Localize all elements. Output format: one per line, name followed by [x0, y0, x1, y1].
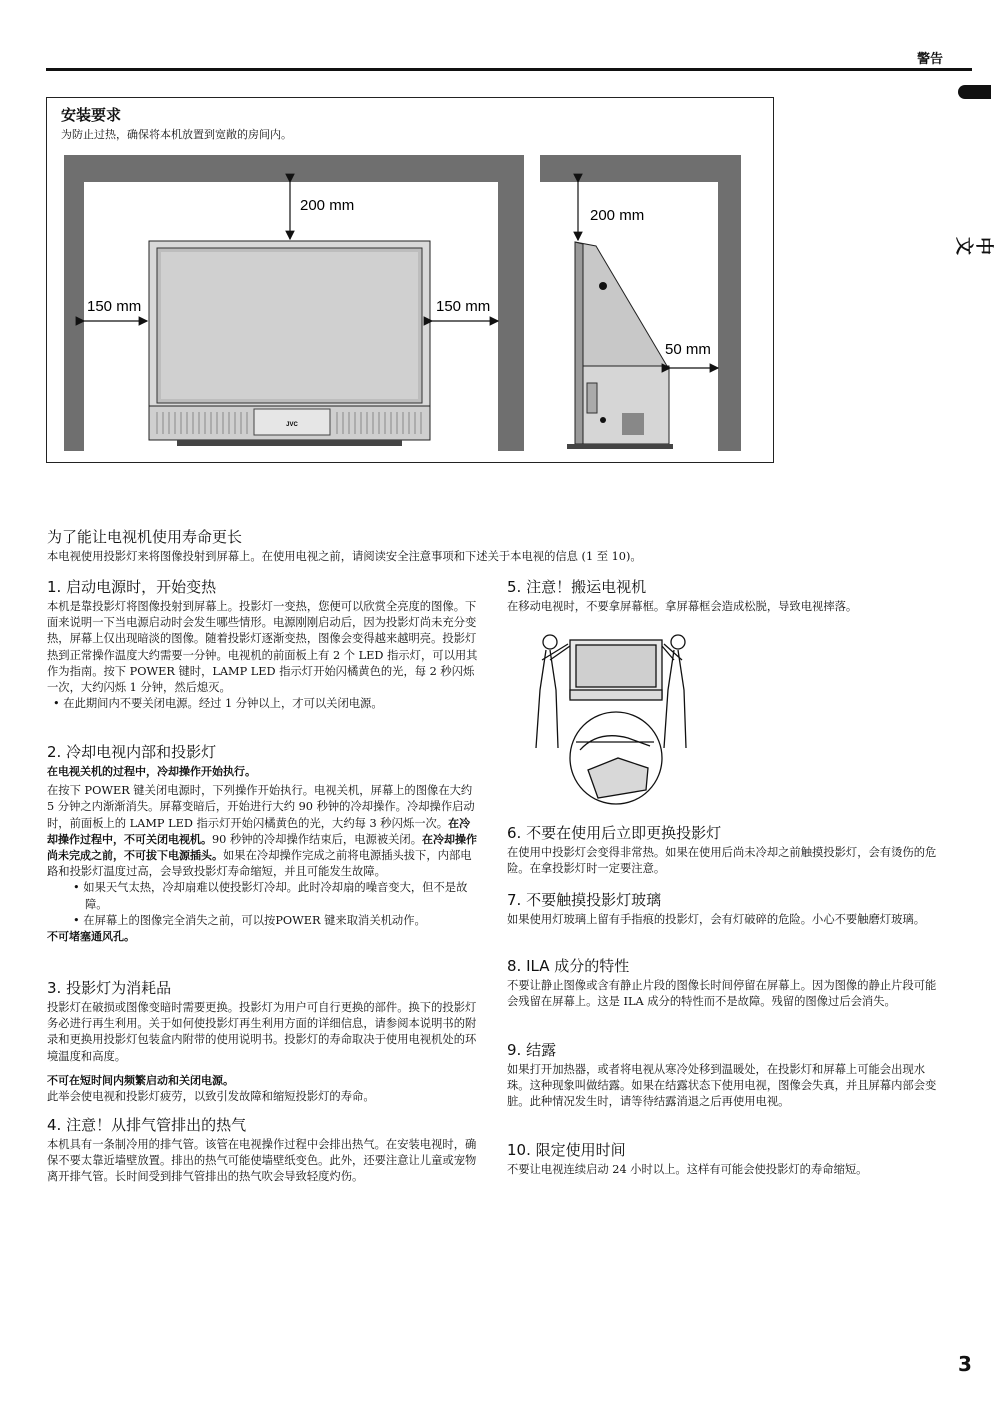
- intro-section: [47, 528, 947, 565]
- header-label: 警告: [916, 52, 943, 67]
- header-rule: [46, 68, 972, 71]
- install-title: 安装要求: [61, 106, 122, 124]
- carrying-tv-illustration: [528, 630, 688, 806]
- side-tab-marker: [958, 85, 991, 99]
- s2-bullet-2: • 在屏幕上的图像完全消失之前，可以按POWER 键来取消关机动作。: [73, 913, 426, 927]
- s6-title: 6. 不要在使用后立即更换投影灯: [507, 824, 722, 842]
- section-3: [47, 979, 481, 1105]
- s2-warning: 不可堵塞通风孔。: [47, 930, 135, 944]
- section-8: [507, 957, 937, 1010]
- s2-bold-1: 在冷却操作过程中，不可关闭电视机。: [47, 816, 471, 846]
- s2-text-3: 如果在冷却操作完成之前将电源插头拔下，内部电路和投影灯温度过高，会导致投影灯寿命缩短，并且可能发生故障。: [47, 849, 472, 879]
- side-top-clearance: 200 mm: [590, 207, 645, 224]
- section-10: [507, 1141, 937, 1178]
- s3-text-2: 此举会使电视和投影灯疲劳，以致引发故障和缩短投影灯的寿命。: [47, 1090, 375, 1104]
- s3-title: 3. 投影灯为消耗品: [47, 979, 172, 997]
- s7-text: 如果使用灯玻璃上留有手指痕的投影灯，会有灯破碎的危险。小心不要触磨灯玻璃。: [507, 913, 925, 926]
- section-1: [47, 578, 481, 712]
- s1-bullet-text: 在此期间内不要关闭电源。经过 1 分钟以上，才可以关闭电源。: [63, 697, 383, 711]
- s1-text: 本机是靠投影灯将图像投射到屏幕上。投影灯一变热，您便可以欣赏全亮度的图像。下面来说明一下当电源启动时会发生哪些情形。电源刚刚启动后，因为投影灯尚未充分变热，屏幕上仅出现暗淡的图像。随着投影灯逐渐变热，图像会变得越来越明亮。投影灯热到正常操作温度大约需要一分钟。电视机的前面板上有 2 个 LED 指示灯，可以用其作为指南。按下 POWER 键时，LAMP LED 指示灯开始闪橘黄色的光，每 2 秒闪烁一次，大约闪烁 1 分钟，然后熄灭。: [47, 600, 478, 695]
- s3-subtitle: 不可在短时间内频繁启动和关闭电源。: [47, 1073, 234, 1087]
- s2-text-1: 在按下 POWER 键关闭电源时，下列操作开始执行。电视关机，屏幕上的图像在大约 5 分钟之内渐渐消失。屏幕变暗后，开始进行大约 90 秒钟的冷却操作。冷却操作启动时，前面板上的 LAMP LED 指示灯开始闪橘黄色的光，大约每 3 秒闪烁一次。: [47, 784, 475, 830]
- s4-text: 本机具有一条制冷用的排气管。该管在电视操作过程中会排出热气。在安装电视时，确保不要太靠近墙壁放置。排出的热气可能使墙壁纸变色。此外，还要注意让儿童或宠物离开排气管。长时间受到排气管排出的热气吹会导致轻度灼伤。: [47, 1138, 477, 1184]
- brand-logo: JVC: [286, 422, 298, 428]
- s7-title: 7. 不要触摸投影灯玻璃: [507, 891, 662, 909]
- s2-text-2: 90 秒钟的冷却操作结束后，电源被关闭。: [212, 832, 423, 846]
- s2-subtitle: 在电视关机的过程中，冷却操作开始执行。: [47, 765, 256, 778]
- s1-title: 1. 启动电源时，开始变热: [47, 578, 217, 596]
- s2-title: 2. 冷却电视内部和投影灯: [47, 743, 217, 761]
- s2-text: [47, 783, 481, 880]
- s8-text: 不要让静止图像或含有静止片段的图像长时间停留在屏幕上。因为图像的静止片段可能会残留在屏幕上。这是 ILA 成分的特性而不是故障。残留的图像过后会消失。: [507, 979, 937, 1009]
- s4-title: 4. 注意！从排气管排出的热气: [47, 1116, 247, 1134]
- s5-title: 5. 注意！搬运电视机: [507, 578, 647, 596]
- s3-text: 投影灯在破损或图像变暗时需要更换。投影灯为用户可自行更换的部件。换下的投影灯务必进行再生利用。关于如何使投影灯再生利用方面的详细信息，请参阅本说明书的附录和更换用投影灯包装盒内附带的使用说明书。投影灯的寿命取决于使用电视机处的环境温度和高度。: [47, 1001, 477, 1063]
- side-view: [540, 155, 741, 451]
- s9-text: 如果打开加热器，或者将电视从寒冷处移到温暖处，在投影灯和屏幕上可能会出现水珠。这种现象叫做结露。如果在结露状态下使用电视，图像会失真，并且屏幕内部会变脏。此种情况发生时，请等待结露消退之后再使用电视。: [507, 1063, 937, 1109]
- section-2: [47, 743, 481, 945]
- language-tab: 中文: [953, 237, 994, 255]
- section-5: [507, 578, 937, 615]
- section-7: [507, 891, 937, 928]
- intro-text: 本电视使用投影灯来将图像投射到屏幕上。在使用电视之前，请阅读安全注意事项和下述关于本电视的信息 (1 至 10)。: [47, 550, 642, 563]
- install-subtitle: 为防止过热，确保将本机放置到宽敞的房间内。: [61, 128, 292, 141]
- s9-title: 9. 结露: [507, 1041, 557, 1059]
- front-left-clearance: 150 mm: [87, 298, 142, 315]
- s2-bullet-1-text: 如果天气太热，冷却扇难以使投影灯冷却。此时冷却扇的噪音变大，但不是故障。: [83, 881, 468, 911]
- s2-bullet-2-text: 在屏幕上的图像完全消失之前，可以按POWER 键来取消关机动作。: [83, 913, 426, 927]
- side-back-clearance: 50 mm: [665, 341, 711, 358]
- s10-title: 10. 限定使用时间: [507, 1141, 626, 1159]
- front-view: [64, 155, 524, 451]
- s2-bullet-1: • 如果天气太热，冷却扇难以使投影灯冷却。此时冷却扇的噪音变大，但不是故障。: [73, 881, 468, 911]
- installation-diagram: [47, 98, 773, 462]
- front-right-clearance: 150 mm: [436, 298, 491, 315]
- installation-requirements-box: [46, 97, 774, 463]
- s10-text: 不要让电视连续启动 24 小时以上。这样有可能会使投影灯的寿命缩短。: [507, 1163, 868, 1176]
- s8-title: 8. ILA 成分的特性: [507, 957, 630, 975]
- s5-text: 在移动电视时，不要拿屏幕框。拿屏幕框会造成松脱，导致电视摔落。: [507, 600, 858, 613]
- intro-title: 为了能让电视机使用寿命更长: [47, 528, 243, 546]
- section-9: [507, 1041, 937, 1111]
- page-number: 3: [958, 1352, 972, 1376]
- s1-bullet: • 在此期间内不要关闭电源。经过 1 分钟以上，才可以关闭电源。: [53, 697, 383, 711]
- front-top-clearance: 200 mm: [300, 197, 355, 214]
- s2-bold-2: 在冷却操作尚未完成之前，不可拔下电源插头。: [47, 832, 478, 863]
- s6-text: 在使用中投影灯会变得非常热。如果在使用后尚未冷却之前触摸投影灯，会有烫伤的危险。在拿投影灯时一定要注意。: [507, 846, 937, 876]
- section-4: [47, 1116, 481, 1186]
- section-6: [507, 824, 937, 877]
